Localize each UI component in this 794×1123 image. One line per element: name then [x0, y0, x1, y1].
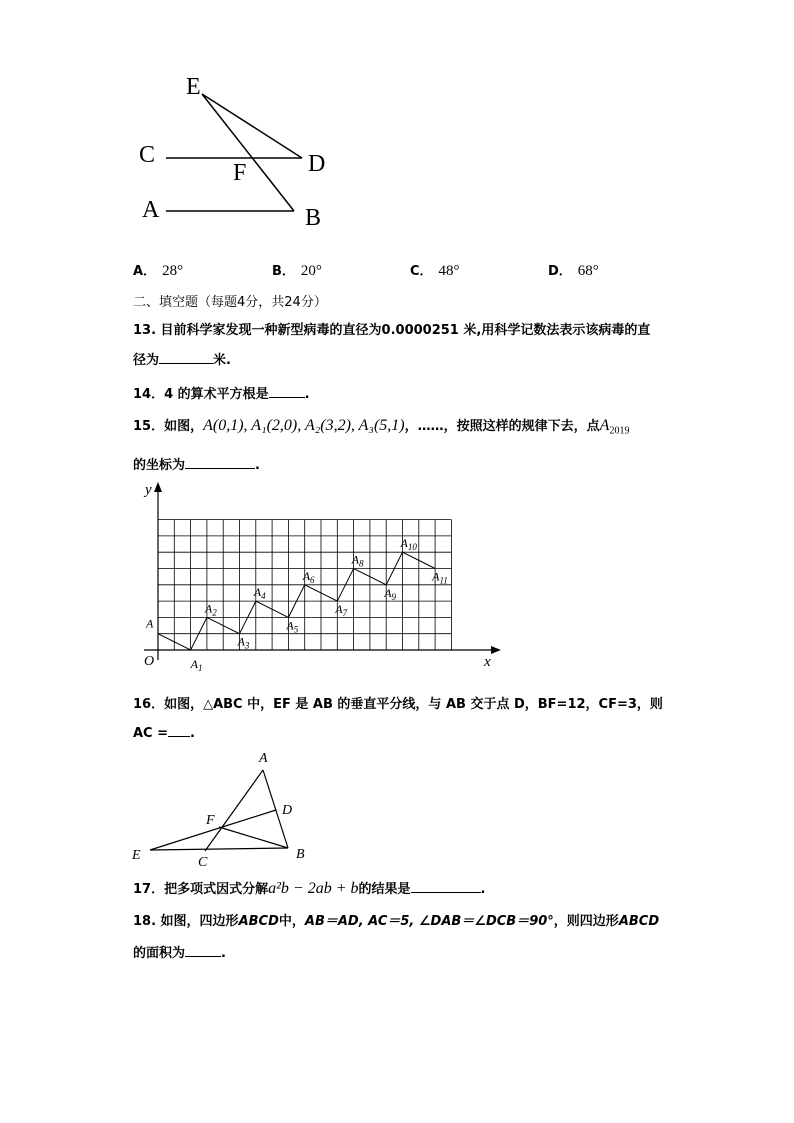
point-label: $A_2$ — [204, 601, 217, 618]
q17-answer-blank[interactable] — [411, 880, 481, 893]
q12-option-a[interactable] — [133, 260, 183, 280]
q15-line2-suffix: . — [255, 458, 260, 473]
figure-coordinate-grid — [135, 478, 505, 673]
q18-line1 — [133, 910, 659, 929]
option-letter: A． — [133, 264, 157, 279]
q16-line1: 16．如图，△ABC 中，EF 是 AB 的垂直平分线，与 AB 交于点 D，BF=12，CF=3，则 — [133, 697, 663, 712]
line-eb — [202, 94, 294, 211]
line-ed — [202, 94, 302, 158]
q14-suffix: . — [304, 387, 310, 402]
option-letter: D． — [548, 264, 572, 279]
q14-prefix: 14．4 的算术平方根是 — [133, 387, 269, 402]
label-d: D — [282, 803, 293, 818]
q13-line1: 13. 目前科学家发现一种新型病毒的直径为0.0000251 米,用科学记数法表示该病毒的直 — [133, 323, 651, 338]
figure-parallel-lines — [130, 70, 350, 235]
option-letter: B． — [272, 264, 295, 279]
label-c: C — [198, 855, 208, 870]
option-value: 20° — [300, 263, 322, 279]
x-axis-arrow — [491, 646, 501, 654]
point-label: $A_4$ — [253, 585, 266, 602]
q15-prefix: 15．如图， — [133, 419, 204, 434]
q15-line2-prefix: 的坐标为 — [133, 458, 186, 473]
q18-prefix: 18. 如图，四边形 — [133, 914, 239, 929]
q18-quad-name: ABCD — [238, 914, 279, 929]
label-c: C — [139, 142, 156, 168]
q16-prefix: AC = — [133, 726, 169, 741]
label-a: A — [259, 751, 268, 766]
q12-option-d[interactable] — [548, 260, 599, 280]
section-heading: 二、填空题（每题4分，共24分） — [133, 295, 327, 310]
side-ac — [205, 770, 263, 851]
q12-option-c[interactable] — [410, 260, 460, 280]
q14-answer-blank[interactable] — [269, 385, 305, 398]
q17-prefix: 17．把多项式因式分解 — [133, 882, 269, 897]
point-label: $A_5$ — [286, 618, 299, 635]
q13-line2 — [133, 349, 231, 368]
q13-suffix: 米. — [213, 353, 231, 368]
q15-middle: ，……，按照这样的规律下去，点 — [404, 419, 600, 434]
y-axis-arrow — [154, 482, 162, 492]
q17-polynomial: a²b − 2ab + b — [268, 880, 359, 897]
q13-answer-blank[interactable] — [159, 351, 213, 364]
q18-answer-blank[interactable] — [185, 944, 221, 957]
q18-conditions: AB＝AD, AC＝5, ∠DAB＝∠DCB＝90° — [304, 914, 554, 929]
origin-label: O — [144, 654, 155, 669]
label-f: F — [233, 160, 247, 186]
option-value: 68° — [577, 263, 599, 279]
q15-target-subscript: 2019 — [609, 425, 630, 437]
option-letter: C． — [410, 264, 433, 279]
q15-line1 — [133, 415, 629, 437]
label-b: B — [296, 847, 305, 862]
label-f: F — [206, 813, 215, 828]
option-value: 28° — [162, 263, 184, 279]
q15-answer-blank[interactable] — [185, 456, 255, 469]
q15-target-point: A — [599, 417, 610, 434]
option-value: 48° — [438, 263, 460, 279]
point-label: A — [146, 616, 154, 631]
y-axis-label: y — [145, 482, 152, 498]
q18-line2 — [133, 942, 226, 961]
q18-line2-prefix: 的面积为 — [133, 946, 186, 961]
label-a: A — [142, 197, 160, 223]
point-label: $A_6$ — [302, 568, 315, 585]
q16-line2 — [133, 724, 195, 741]
point-label: $A_8$ — [351, 552, 364, 569]
point-label: $A_{11}$ — [432, 569, 448, 586]
line-eb — [150, 848, 288, 850]
q12-option-b[interactable] — [272, 260, 322, 280]
q18-mid: 中， — [278, 914, 305, 929]
figure-triangle — [128, 748, 318, 870]
label-e: E — [132, 848, 141, 863]
q15-line2 — [133, 454, 260, 473]
q16-answer-blank[interactable] — [168, 724, 190, 737]
q16-suffix: . — [190, 726, 195, 741]
point-label: $A_9$ — [384, 585, 397, 602]
label-b: B — [305, 205, 322, 231]
point-label: $A_7$ — [335, 602, 348, 619]
point-label: $A_1$ — [190, 657, 203, 673]
x-axis-label: x — [484, 654, 491, 670]
q14 — [133, 383, 310, 402]
line-fb — [219, 827, 288, 848]
q18-quad-name-2: ABCD — [618, 914, 660, 929]
q15-points-formula: A(0,1), A₁(2,0), A₂(3,2), A₃(5,1) — [203, 417, 405, 434]
label-e: E — [186, 74, 201, 100]
q18-end: ，则四边形 — [553, 914, 619, 929]
q18-line2-suffix: . — [221, 946, 226, 961]
q17-suffix: . — [480, 882, 486, 897]
q17-middle: 的结果是 — [358, 882, 411, 897]
point-label: $A_{10}$ — [400, 536, 417, 553]
q17 — [133, 878, 485, 898]
label-d: D — [308, 151, 326, 177]
q13-prefix: 径为 — [133, 353, 160, 368]
point-label: $A_3$ — [237, 634, 250, 651]
